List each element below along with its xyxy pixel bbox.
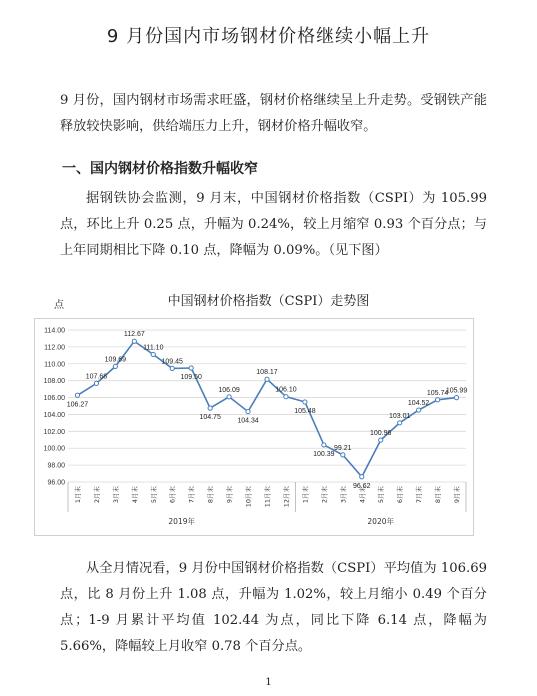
group-label: 2020年 xyxy=(367,517,395,526)
data-label: 96.62 xyxy=(352,482,371,490)
x-tick-label: 8月末 xyxy=(434,486,443,504)
data-point xyxy=(208,406,212,410)
group-label: 2019年 xyxy=(168,517,196,526)
y-tick-label: 100.00 xyxy=(43,445,65,453)
y-tick-label: 112.00 xyxy=(44,344,65,352)
x-tick-label: 7月末 xyxy=(187,486,196,504)
data-label: 109.50 xyxy=(180,374,202,381)
x-tick-label: 7月末 xyxy=(415,486,424,504)
data-point xyxy=(284,395,288,399)
x-tick-label: 10月末 xyxy=(244,486,253,508)
y-tick-label: 106.00 xyxy=(43,395,65,403)
data-label: 109.69 xyxy=(104,356,127,364)
data-point xyxy=(151,352,155,356)
x-tick-label: 3月末 xyxy=(111,486,120,504)
data-label: 99.21 xyxy=(334,444,352,452)
data-label: 105.48 xyxy=(294,407,316,415)
x-tick-label: 9月末 xyxy=(225,486,234,504)
x-tick-label: 8月末 xyxy=(206,486,215,504)
data-point xyxy=(94,381,98,385)
data-point xyxy=(113,364,117,368)
x-tick-label: 3月末 xyxy=(339,486,348,504)
x-tick-label: 1月末 xyxy=(73,486,82,504)
data-label: 104.75 xyxy=(199,414,221,422)
intro-paragraph: 9 月份，国内钢材市场需求旺盛，钢材价格继续呈上升走势。受钢铁产能释放较快影响，供给端压力上升，钢材价格升幅收窄。 xyxy=(60,93,487,134)
x-tick-label: 5月末 xyxy=(377,486,386,504)
y-tick-label: 108.00 xyxy=(43,378,65,386)
x-tick-label: 9月末 xyxy=(453,486,462,504)
data-label: 105.74 xyxy=(426,389,449,397)
y-tick-label: 104.00 xyxy=(43,411,65,419)
data-point xyxy=(189,366,193,370)
data-point xyxy=(360,475,364,479)
data-point xyxy=(379,438,383,442)
data-label: 100.96 xyxy=(370,430,392,438)
data-label: 108.17 xyxy=(256,369,278,377)
data-point xyxy=(341,453,345,457)
y-tick-label: 102.00 xyxy=(43,428,65,436)
data-point xyxy=(303,400,307,404)
section-paragraph: 据钢铁协会监测，9 月末，中国钢材价格指数（CSPI）为 105.99 点，环比上升 0.25 点，升幅为 0.24%，较上月缩窄 0.93 个百分点；与上年同期相比下降 0.10 点，降幅为 0.09%。（见下图） xyxy=(60,191,487,258)
x-tick-label: 5月末 xyxy=(149,486,158,504)
data-point xyxy=(435,398,439,402)
price-index-chart xyxy=(34,318,474,536)
x-tick-label: 4月末 xyxy=(358,486,367,504)
chart-title: 中国钢材价格指数（CSPI）走势图 xyxy=(167,294,370,309)
chart-unit-label: 点 xyxy=(54,300,64,311)
data-label: 103.01 xyxy=(388,412,411,420)
data-point xyxy=(322,443,326,447)
data-point xyxy=(454,396,458,400)
y-tick-label: 98.00 xyxy=(47,462,65,470)
data-label: 104.52 xyxy=(407,400,430,408)
data-label: 111.10 xyxy=(143,344,164,352)
summary-paragraph: 从全月情况看，9 月份中国钢材价格指数（CSPI）平均值为 106.69 点，比 8 月份上升 1.08 点，升幅为 1.02%，较上月缩小 0.49 个百分点；1-9 月累计平均值 102.44 为点，同比下降 6.14 点，降幅为 5.66%，降幅较上月收窄 0.78 个百分点。 xyxy=(60,561,487,654)
data-point xyxy=(417,408,421,412)
data-point xyxy=(227,395,231,399)
y-tick-label: 114.00 xyxy=(44,327,65,335)
data-label: 109.45 xyxy=(161,358,183,366)
x-tick-label: 11月末 xyxy=(263,486,272,508)
data-label: 112.67 xyxy=(123,331,145,339)
data-point xyxy=(170,366,174,370)
x-tick-label: 6月末 xyxy=(168,486,177,504)
data-point xyxy=(398,421,402,425)
data-label: 105.99 xyxy=(445,387,468,395)
x-tick-label: 6月末 xyxy=(396,486,405,504)
x-tick-label: 2月末 xyxy=(320,486,329,504)
data-label: 100.39 xyxy=(313,450,335,458)
section-heading: 一、国内钢材价格指数升幅收窄 xyxy=(62,161,258,177)
data-point xyxy=(246,409,250,413)
x-tick-label: 12月末 xyxy=(282,486,291,508)
y-tick-label: 96.00 xyxy=(47,479,65,487)
data-point xyxy=(75,393,79,397)
data-label: 104.34 xyxy=(237,417,259,425)
x-tick-label: 1月末 xyxy=(301,486,310,504)
data-label: 106.10 xyxy=(275,386,297,394)
document-title: 9 月份国内市场钢材价格继续小幅上升 xyxy=(106,26,431,47)
data-point xyxy=(265,377,269,381)
data-point xyxy=(132,339,136,343)
data-label: 107.68 xyxy=(85,373,108,381)
page-number: 1 xyxy=(265,677,272,688)
x-tick-label: 4月末 xyxy=(130,486,139,504)
data-label: 106.27 xyxy=(66,401,89,409)
data-label: 106.09 xyxy=(218,386,240,394)
y-tick-label: 110.00 xyxy=(44,361,65,369)
x-tick-label: 2月末 xyxy=(92,486,101,504)
